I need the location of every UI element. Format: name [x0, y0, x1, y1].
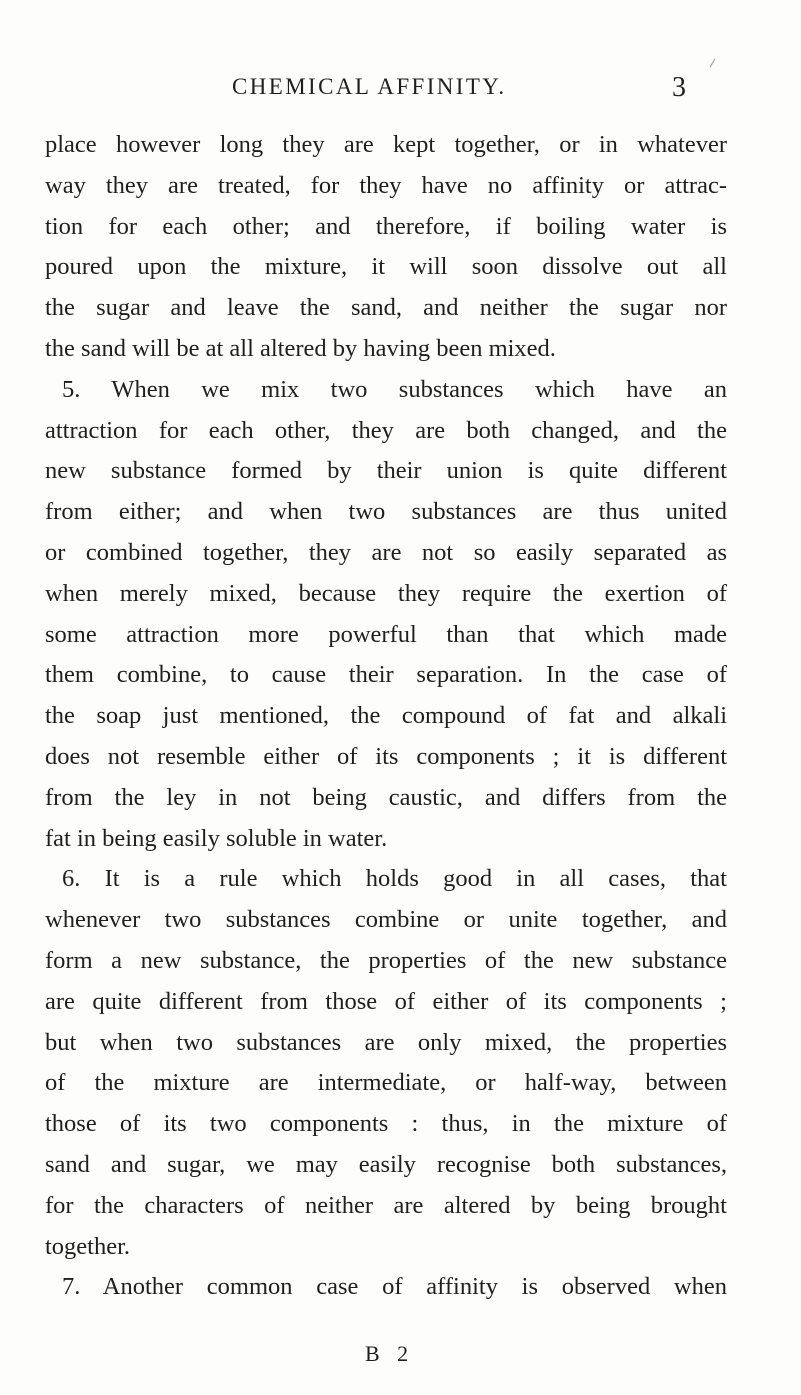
text-line: those of its two components : thus, in the mixture of — [45, 1110, 727, 1138]
text-line: form a new substance, the properties of the new substance — [45, 946, 727, 974]
text-line: 5. When we mix two substances which have an — [62, 375, 727, 403]
text-line: does not resemble either of its components ; it is different — [45, 742, 727, 770]
text-line: fat in being easily soluble in water. — [45, 824, 388, 852]
text-line: of the mixture are intermediate, or half-way, between — [45, 1069, 727, 1097]
pencil-mark — [710, 58, 716, 67]
text-line: the soap just mentioned, the compound of fat and alkali — [45, 702, 727, 730]
text-line: or combined together, they are not so easily separated as — [45, 538, 727, 566]
text-line: the sugar and leave the sand, and neither the sugar nor — [45, 294, 727, 322]
body-text — [45, 125, 727, 1308]
text-line: but when two substances are only mixed, the properties — [45, 1028, 727, 1056]
text-line: place however long they are kept together, or in whatever — [45, 131, 727, 158]
text-line: sand and sugar, we may easily recognise both substances, — [45, 1150, 727, 1178]
text-line: tion for each other; and therefore, if boiling water is — [45, 212, 727, 240]
text-line: together. — [45, 1232, 131, 1260]
text-line: them combine, to cause their separation. In the case of — [45, 661, 727, 689]
text-line: 7. Another common case of affinity is observed when — [62, 1273, 727, 1301]
page-number: 3 — [672, 72, 686, 103]
text-line: way they are treated, for they have no affinity or attrac- — [45, 171, 727, 199]
signature-mark: B 2 — [365, 1341, 415, 1366]
text-line: when merely mixed, because they require the exertion of — [45, 579, 727, 607]
text-line: are quite different from those of either of its components ; — [45, 987, 727, 1015]
text-line: from either; and when two substances are thus united — [45, 498, 727, 526]
text-line: poured upon the mixture, it will soon dissolve out all — [45, 253, 727, 281]
text-line: the sand will be at all altered by having been mixed. — [45, 334, 556, 362]
running-title: CHEMICAL AFFINITY. — [232, 74, 507, 99]
text-line: whenever two substances combine or unite together, and — [45, 906, 727, 934]
text-line: attraction for each other, they are both changed, and the — [45, 416, 727, 444]
text-line: for the characters of neither are altered by being brought — [45, 1191, 727, 1219]
text-line: some attraction more powerful than that which made — [45, 620, 727, 648]
text-line: new substance formed by their union is quite different — [45, 457, 727, 485]
text-line: 6. It is a rule which holds good in all cases, that — [62, 865, 727, 893]
text-line: from the ley in not being caustic, and differs from the — [45, 783, 727, 811]
